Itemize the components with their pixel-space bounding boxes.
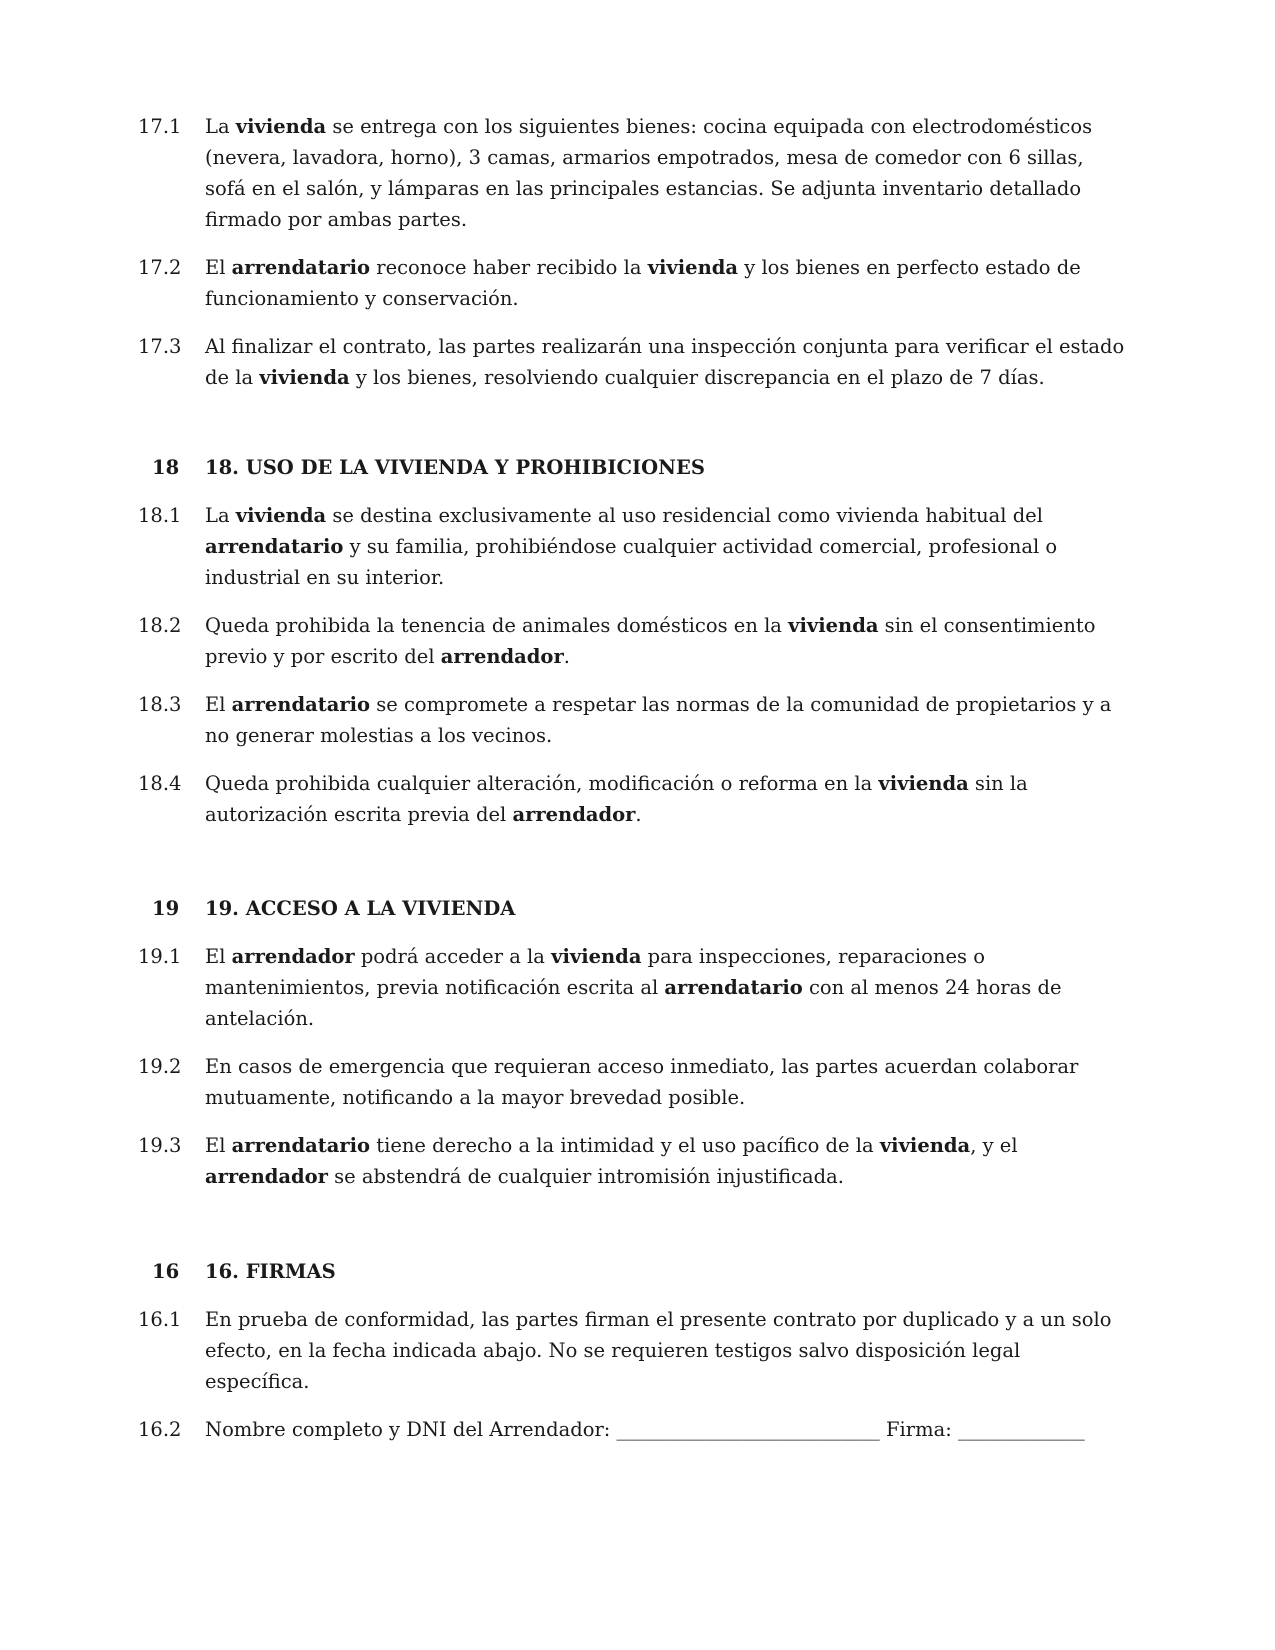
text-run: En prueba de conformidad, las partes firman el presente contrato por duplicado y a un solo efecto, en la fecha indicada abajo. No se requieren testigos salvo disposición legal específica. [205, 1308, 1112, 1393]
defined-term: vivienda [235, 504, 327, 527]
section-heading [138, 893, 1128, 924]
clause-text [205, 610, 1128, 672]
clause-number: 16.2 [138, 1418, 182, 1441]
clause-16-2 [138, 1414, 1128, 1445]
defined-term: arrendador [205, 1165, 328, 1188]
clause-number: 19.2 [138, 1055, 182, 1078]
text-run: . [563, 645, 570, 668]
clause-number: 18.2 [138, 614, 182, 637]
defined-term: vivienda [647, 256, 739, 279]
clause-text [205, 1130, 1128, 1192]
text-run: se destina exclusivamente al uso residencial como vivienda habitual del [326, 504, 1043, 527]
text-run: , y el [970, 1134, 1018, 1157]
text-run: El [205, 693, 232, 716]
defined-term: vivienda [235, 115, 327, 138]
clause-number: 19.1 [138, 945, 182, 968]
text-run: se compromete a respetar las normas de la comunidad de propietarios y a no generar molestias a los vecinos. [205, 693, 1112, 747]
text-run: reconoce haber recibido la [370, 256, 648, 279]
clause-text [205, 111, 1128, 235]
section-19 [138, 893, 1128, 1209]
section-number: 19 [152, 897, 180, 920]
text-run: se abstendrá de cualquier intromisión injustificada. [327, 1165, 844, 1188]
text-run: . [635, 803, 642, 826]
clause-18-2 [138, 610, 1128, 672]
section-title: 16. FIRMAS [205, 1260, 336, 1283]
text-run: El [205, 1134, 232, 1157]
defined-term: arrendatario [231, 1134, 371, 1157]
clause-text [205, 1051, 1128, 1113]
clause-17-2 [138, 252, 1128, 314]
clause-number: 18.1 [138, 504, 182, 527]
clause-number: 17.3 [138, 335, 182, 358]
text-run: y los bienes, resolviendo cualquier discrepancia en el plazo de 7 días. [349, 366, 1045, 389]
text-run: sin el consentimiento previo y por escrito del [205, 614, 1096, 668]
clause-text [205, 252, 1128, 314]
section-17-clauses [138, 111, 1128, 410]
defined-term: arrendatario [664, 976, 803, 999]
defined-term: vivienda [878, 772, 969, 795]
text-run: y su familia, prohibiéndose cualquier actividad comercial, profesional o industrial en su interior. [205, 535, 1058, 589]
clause-number: 19.3 [138, 1134, 182, 1157]
clause-text [205, 500, 1128, 593]
clause-text [205, 689, 1128, 751]
clause-19-3 [138, 1130, 1128, 1192]
text-run: se entrega con los siguientes bienes: cocina equipada con electrodomésticos (nevera, lavadora, horno), 3 camas, armarios empotrados, mesa de comedor con 6 sillas, sofá en el salón, y lámparas en las principales estancias. Se adjunta inventario detallado firmado por ambas partes. [205, 115, 1093, 231]
text-run: Al finalizar el contrato, las partes realizarán una inspección conjunta para verificar el estado de la [205, 335, 1125, 389]
section-heading [138, 452, 1128, 483]
defined-term: arrendatario [205, 535, 344, 558]
defined-term: arrendatario [231, 256, 371, 279]
text-run: En casos de emergencia que requieran acceso inmediato, las partes acuerdan colaborar mutuamente, notificando a la mayor brevedad posible. [205, 1055, 1079, 1109]
text-run: podrá acceder a la [354, 945, 552, 968]
defined-term: vivienda [551, 945, 642, 968]
clause-17-3 [138, 331, 1128, 393]
clause-19-1 [138, 941, 1128, 1034]
clause-text [205, 331, 1128, 393]
text-run: La [205, 504, 236, 527]
defined-term: arrendador [231, 945, 355, 968]
clause-number: 18.3 [138, 693, 182, 716]
clause-number: 17.1 [138, 115, 182, 138]
defined-term: arrendador [440, 645, 564, 668]
section-number: 18 [152, 456, 180, 479]
text-run: Queda prohibida la tenencia de animales domésticos en la [205, 614, 789, 637]
defined-term: vivienda [259, 366, 350, 389]
clause-18-4 [138, 768, 1128, 830]
text-run: La [205, 115, 236, 138]
defined-term: arrendatario [231, 693, 371, 716]
text-run: con al menos 24 horas de antelación. [205, 976, 1062, 1030]
clause-text [205, 1304, 1128, 1397]
text-run: sin la autorización escrita previa del [205, 772, 1028, 826]
clause-number: 18.4 [138, 772, 182, 795]
section-heading [138, 1256, 1128, 1287]
text-run: El [205, 256, 232, 279]
clause-text [205, 941, 1128, 1034]
clause-16-1 [138, 1304, 1128, 1397]
clause-19-2 [138, 1051, 1128, 1113]
clause-number: 17.2 [138, 256, 182, 279]
section-title: 18. USO DE LA VIVIENDA Y PROHIBICIONES [205, 456, 705, 479]
text-run: Queda prohibida cualquier alteración, modificación o reforma en la [205, 772, 879, 795]
section-18 [138, 452, 1128, 847]
clause-18-1 [138, 500, 1128, 593]
clause-text [205, 768, 1128, 830]
section-16 [138, 1256, 1128, 1462]
defined-term: arrendador [512, 803, 636, 826]
text-run: tiene derecho a la intimidad y el uso pacífico de la [370, 1134, 880, 1157]
text-run: para inspecciones, reparaciones o mantenimientos, previa notificación escrita al [205, 945, 985, 999]
text-run: y los bienes en perfecto estado de funcionamiento y conservación. [205, 256, 1081, 310]
clause-number: 16.1 [138, 1308, 182, 1331]
section-title: 19. ACCESO A LA VIVIENDA [205, 897, 516, 920]
clause-17-1 [138, 111, 1128, 235]
text-run: El [205, 945, 232, 968]
section-number: 16 [152, 1260, 180, 1283]
clause-18-3 [138, 689, 1128, 751]
text-run: Nombre completo y DNI del Arrendador: ___________________________ Firma: _____________ [205, 1418, 1085, 1441]
signature-line-arrendador [205, 1414, 1128, 1445]
defined-term: vivienda [788, 614, 879, 637]
defined-term: vivienda [879, 1134, 971, 1157]
